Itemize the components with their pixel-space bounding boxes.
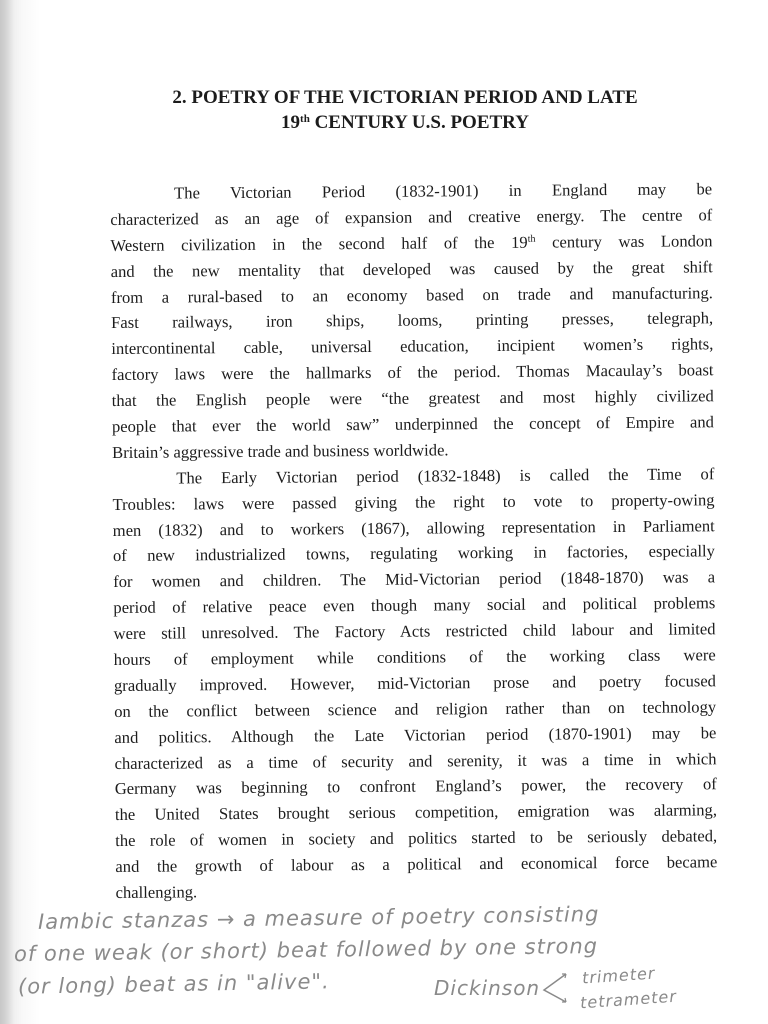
text-line: from a rural-based to an economy based on trade and manufacturing. — [110, 282, 713, 307]
chapter-heading — [90, 85, 720, 135]
text-line: that the English people were “the greatest and most highly civilized — [111, 386, 714, 411]
text-line: were still unresolved. The Factory Acts restricted child labour and limited — [113, 619, 716, 644]
handwritten-notes — [0, 898, 768, 1024]
text-line: the role of women in society and politics started to be seriously debated, — [115, 826, 718, 851]
text-line: intercontinental cable, universal education, incipient women’s rights, — [111, 334, 714, 359]
handwritten-tetrameter: tetrameter — [579, 986, 678, 1013]
heading-line-2: 19th CENTURY U.S. POETRY — [281, 112, 529, 133]
handwritten-note-line-2: of one weak (or short) beat followed by one strong — [13, 933, 599, 967]
text-line: for women and children. The Mid-Victorian period (1848-1870) was a — [113, 567, 716, 592]
text-line: the United States brought serious competition, emigration was alarming, — [114, 800, 718, 825]
text-line: and politics. Although the Late Victorian period (1870-1901) may be — [114, 722, 717, 747]
text-line: Britain’s aggressive trade and business worldwide. — [112, 440, 449, 462]
text-line: Western civilization in the second half of the 19th century was London — [110, 231, 713, 255]
text-line: gradually improved. However, mid-Victorian prose and poetry focused — [113, 671, 717, 695]
text-line: of new industrialized towns, regulating working in factories, especially — [112, 541, 716, 566]
text-line: The Victorian Period (1832-1901) in England may be — [174, 179, 713, 203]
text-line: hours of employment while conditions of the working class were — [113, 645, 716, 670]
text-line: Fast railways, iron ships, looms, printing presses, telegraph, — [111, 308, 714, 333]
handwritten-trimeter: trimeter — [581, 963, 656, 988]
handwritten-name: Dickinson — [434, 976, 541, 1000]
text-line: people that ever the world saw” underpinned the concept of Empire and — [111, 412, 714, 437]
handwritten-note-line-3: (or long) beat as in "alive". — [17, 969, 330, 999]
text-line: men (1832) and to workers (1867), allowing representation in Parliament — [112, 515, 715, 540]
text-line: The Early Victorian period (1832-1848) is called the Time of — [176, 464, 715, 488]
text-line: challenging. — [115, 882, 198, 903]
heading-line-1: 2. POETRY OF THE VICTORIAN PERIOD AND LATE — [172, 87, 638, 108]
text-line: on the conflict between science and religion rather than on technology — [114, 697, 717, 721]
text-line: Germany was beginning to confront England’s power, the recovery of — [114, 774, 717, 799]
text-line: characterized as a time of security and serenity, it was a time in which — [114, 748, 717, 773]
body-text — [110, 176, 718, 906]
text-line: period of relative peace even though many social and political problems — [113, 593, 716, 618]
text-line: and the growth of labour as a political and economical force became — [115, 852, 718, 877]
text-line: characterized as an age of expansion and creative energy. The centre of — [110, 205, 713, 229]
text-line: factory laws were the hallmarks of the period. Thomas Macaulay’s boast — [111, 360, 714, 385]
handwritten-note-line-1: Iambic stanzas → a measure of poetry consisting — [37, 902, 600, 934]
text-line: Troubles: laws were passed giving the right to vote to property-owing — [112, 489, 715, 514]
text-line: and the new mentality that developed was caused by the great shift — [110, 256, 713, 281]
branch-bracket-icon — [540, 970, 568, 1006]
binding-shadow — [0, 0, 14, 1024]
